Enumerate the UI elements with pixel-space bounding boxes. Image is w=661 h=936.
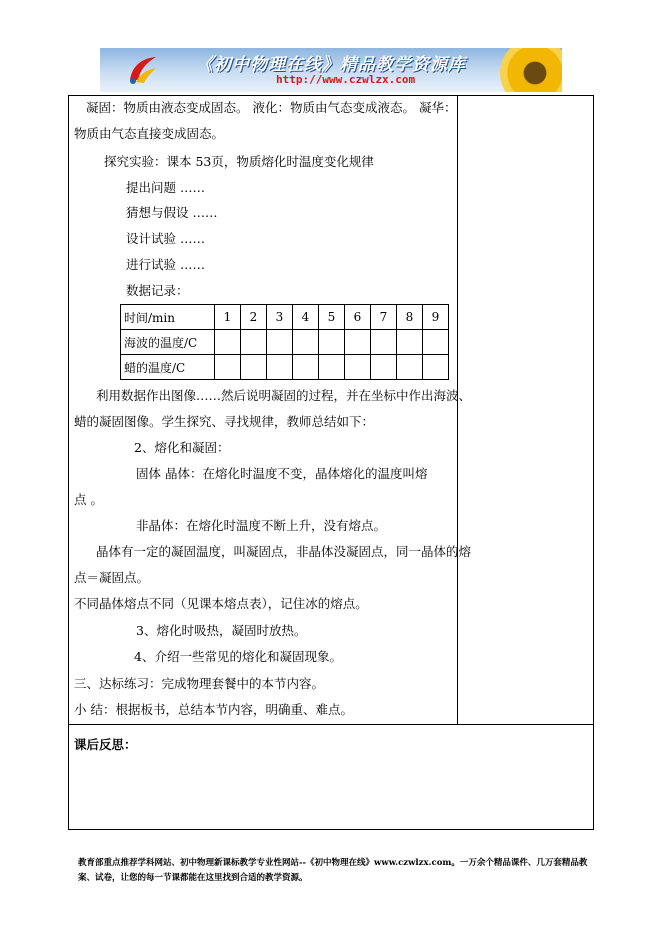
- empty-cell: [241, 330, 267, 355]
- time-col-cell: 8: [397, 305, 423, 330]
- text-line: 非晶体：在熔化时温度不断上升，没有熔点。: [136, 518, 387, 533]
- site-logo-icon: [126, 54, 160, 86]
- text-line: 不同晶体熔点不同（见课本熔点表），记住冰的熔点。: [74, 596, 368, 611]
- empty-cell: [267, 355, 293, 380]
- empty-cell: [397, 330, 423, 355]
- column-divider: [457, 95, 458, 725]
- text-line: 猜想与假设 ……: [126, 205, 218, 220]
- header-banner: [100, 48, 562, 92]
- table-row: [121, 330, 449, 355]
- empty-cell: [345, 355, 371, 380]
- text-line: 探究实验：课本 53页，物质熔化时温度变化规律: [104, 154, 374, 169]
- time-col-cell: 5: [319, 305, 345, 330]
- text-line: 凝固：物质由液态变成固态。 液化：物质由气态变成液态。 凝华：: [86, 100, 457, 115]
- time-col-cell: 1: [215, 305, 241, 330]
- empty-cell: [319, 330, 345, 355]
- time-col-cell: 3: [267, 305, 293, 330]
- time-col-cell: 7: [371, 305, 397, 330]
- reflection-label: 课后反思：: [74, 737, 137, 752]
- text-line: 设计试验 ……: [126, 231, 205, 246]
- time-col-cell: 9: [423, 305, 449, 330]
- text-line: 利用数据作出图像……然后说明凝固的过程，并在坐标中作出海波、: [96, 388, 472, 403]
- text-line: 物质由气态直接变成固态。: [74, 126, 225, 141]
- table-row: [121, 305, 449, 330]
- text-line: 进行试验 ……: [126, 257, 205, 272]
- text-line: 固体 晶体：在熔化时温度不变，晶体熔化的温度叫熔: [136, 466, 428, 481]
- time-col-cell: 6: [345, 305, 371, 330]
- empty-cell: [423, 330, 449, 355]
- empty-cell: [267, 330, 293, 355]
- text-line: 3、熔化时吸热，凝固时放热。: [136, 623, 307, 638]
- banner-title: 《初中物理在线》精品教学资源库: [196, 55, 466, 75]
- time-header-cell: 时间/min: [121, 305, 215, 330]
- empty-cell: [397, 355, 423, 380]
- time-col-cell: 4: [293, 305, 319, 330]
- empty-cell: [319, 355, 345, 380]
- empty-cell: [345, 330, 371, 355]
- empty-cell: [215, 355, 241, 380]
- empty-cell: [241, 355, 267, 380]
- empty-cell: [215, 330, 241, 355]
- text-line: 点＝凝固点。: [74, 570, 150, 585]
- text-line: 2、熔化和凝固：: [134, 440, 230, 455]
- empty-cell: [293, 355, 319, 380]
- text-line: 4、介绍一些常见的熔化和凝固现象。: [134, 649, 342, 664]
- text-line: 点 。: [74, 492, 103, 507]
- text-line: 小 结：根据板书，总结本节内容，明确重、难点。: [74, 702, 353, 717]
- table-row: [121, 355, 449, 380]
- data-record-table: [120, 304, 449, 380]
- empty-cell: [293, 330, 319, 355]
- row-divider: [68, 724, 594, 725]
- sunflower-image: [500, 48, 562, 92]
- row-label-cell: 蜡的温度/C: [121, 355, 215, 380]
- empty-cell: [371, 330, 397, 355]
- empty-cell: [423, 355, 449, 380]
- time-col-cell: 2: [241, 305, 267, 330]
- text-line: 三、达标练习：完成物理套餐中的本节内容。: [74, 676, 325, 691]
- text-line: 提出问题 ……: [126, 180, 205, 195]
- empty-cell: [371, 355, 397, 380]
- footer-note: 教育部重点推荐学科网站、初中物理新课标教学专业性网站--《初中物理在线》www.czwlzx.com。一万余个精品课件、几万套精品教案、试卷，让您的每一节课都能在这里找到合适的教学资源。: [78, 858, 588, 883]
- row-label-cell: 海波的温度/C: [121, 330, 215, 355]
- text-line: 蜡的凝固图像。学生探究、寻找规律，教师总结如下：: [74, 414, 375, 429]
- text-line: 晶体有一定的凝固温度，叫凝固点，非晶体没凝固点，同一晶体的熔: [96, 544, 472, 559]
- banner-url[interactable]: http://www.czwlzx.com: [276, 73, 416, 86]
- text-line: 数据记录：: [126, 283, 189, 298]
